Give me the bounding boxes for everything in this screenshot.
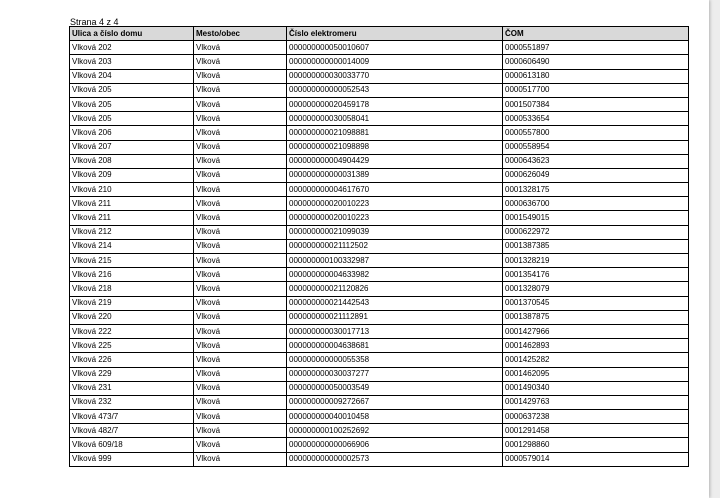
cell-com: 0000557800 [503,126,689,140]
cell-municipality: Vlková [194,154,287,168]
cell-municipality: Vlková [194,324,287,338]
table-row [70,112,689,126]
cell-com: 0000637238 [503,410,689,424]
cell-municipality: Vlková [194,112,287,126]
cell-meter-number: 000000000004904429 [287,154,503,168]
cell-street-number: Vlková 226 [70,353,194,367]
cell-meter-number: 000000000021120826 [287,282,503,296]
cell-meter-number: 000000000021098898 [287,140,503,154]
cell-municipality: Vlková [194,254,287,268]
table-row [70,55,689,69]
cell-meter-number: 000000000030017713 [287,324,503,338]
cell-com: 0000551897 [503,41,689,55]
cell-street-number: Vlková 206 [70,126,194,140]
table-row [70,41,689,55]
cell-street-number: Vlková 205 [70,83,194,97]
cell-com: 0000622972 [503,225,689,239]
cell-com: 0000533654 [503,112,689,126]
cell-meter-number: 000000000021099039 [287,225,503,239]
cell-meter-number: 000000000100252692 [287,424,503,438]
table-row [70,452,689,466]
cell-com: 0001328079 [503,282,689,296]
cell-street-number: Vlková 202 [70,41,194,55]
cell-com: 0001425282 [503,353,689,367]
cell-meter-number: 000000000000031389 [287,168,503,182]
cell-com: 0001298860 [503,438,689,452]
cell-street-number: Vlková 203 [70,55,194,69]
table-row [70,424,689,438]
table-row [70,225,689,239]
cell-meter-number: 000000000020459178 [287,97,503,111]
table-row [70,126,689,140]
table-row [70,324,689,338]
header-meter-number: Číslo elektromeru [287,27,503,41]
cell-municipality: Vlková [194,452,287,466]
header-com: ČOM [503,27,689,41]
cell-municipality: Vlková [194,126,287,140]
cell-meter-number: 000000000000066906 [287,438,503,452]
cell-municipality: Vlková [194,353,287,367]
cell-meter-number: 000000000021442543 [287,296,503,310]
cell-com: 0000613180 [503,69,689,83]
cell-meter-number: 000000000030033770 [287,69,503,83]
cell-meter-number: 000000000020010223 [287,211,503,225]
table-header-row [70,27,689,41]
cell-municipality: Vlková [194,282,287,296]
table-row [70,140,689,154]
cell-meter-number: 000000000009272667 [287,395,503,409]
page-number-label: Strana 4 z 4 [70,17,119,27]
cell-municipality: Vlková [194,424,287,438]
table-row [70,381,689,395]
table-row [70,395,689,409]
table-row [70,83,689,97]
cell-com: 0000636700 [503,197,689,211]
table-body [70,41,689,467]
cell-street-number: Vlková 220 [70,310,194,324]
cell-meter-number: 000000000030058041 [287,112,503,126]
cell-com: 0001354176 [503,268,689,282]
table-row [70,339,689,353]
cell-com: 0001328175 [503,183,689,197]
cell-meter-number: 000000000021098881 [287,126,503,140]
cell-street-number: Vlková 211 [70,197,194,211]
cell-street-number: Vlková 207 [70,140,194,154]
cell-meter-number: 000000000021112891 [287,310,503,324]
cell-meter-number: 000000000100332987 [287,254,503,268]
cell-street-number: Vlková 209 [70,168,194,182]
cell-municipality: Vlková [194,410,287,424]
cell-municipality: Vlková [194,83,287,97]
cell-com: 0001462893 [503,339,689,353]
table-row [70,353,689,367]
cell-municipality: Vlková [194,395,287,409]
cell-meter-number: 000000000004638681 [287,339,503,353]
cell-com: 0001507384 [503,97,689,111]
table-row [70,268,689,282]
table-row [70,97,689,111]
cell-municipality: Vlková [194,239,287,253]
table-row [70,168,689,182]
table-row [70,410,689,424]
cell-street-number: Vlková 229 [70,367,194,381]
cell-street-number: Vlková 218 [70,282,194,296]
cell-municipality: Vlková [194,438,287,452]
cell-street-number: Vlková 215 [70,254,194,268]
cell-com: 0001549015 [503,211,689,225]
cell-municipality: Vlková [194,41,287,55]
cell-com: 0001370545 [503,296,689,310]
cell-com: 0000517700 [503,83,689,97]
cell-com: 0001387875 [503,310,689,324]
cell-municipality: Vlková [194,140,287,154]
cell-com: 0001462095 [503,367,689,381]
cell-street-number: Vlková 211 [70,211,194,225]
table-row [70,69,689,83]
cell-street-number: Vlková 205 [70,112,194,126]
cell-street-number: Vlková 999 [70,452,194,466]
cell-com: 0001490340 [503,381,689,395]
cell-municipality: Vlková [194,268,287,282]
cell-street-number: Vlková 222 [70,324,194,338]
cell-meter-number: 000000000040010458 [287,410,503,424]
cell-meter-number: 000000000050003549 [287,381,503,395]
cell-municipality: Vlková [194,97,287,111]
cell-meter-number: 000000000000052543 [287,83,503,97]
cell-street-number: Vlková 609/18 [70,438,194,452]
table-row [70,310,689,324]
cell-street-number: Vlková 225 [70,339,194,353]
header-municipality: Mesto/obec [194,27,287,41]
table-row [70,239,689,253]
cell-com: 0001328219 [503,254,689,268]
cell-street-number: Vlková 231 [70,381,194,395]
table-row [70,197,689,211]
cell-municipality: Vlková [194,367,287,381]
cell-municipality: Vlková [194,183,287,197]
cell-street-number: Vlková 210 [70,183,194,197]
cell-municipality: Vlková [194,69,287,83]
cell-street-number: Vlková 232 [70,395,194,409]
cell-com: 0001387385 [503,239,689,253]
cell-municipality: Vlková [194,168,287,182]
cell-com: 0000579014 [503,452,689,466]
cell-meter-number: 000000000000014009 [287,55,503,69]
header-street-number: Ulica a číslo domu [70,27,194,41]
cell-municipality: Vlková [194,310,287,324]
cell-street-number: Vlková 473/7 [70,410,194,424]
cell-municipality: Vlková [194,381,287,395]
table-row [70,183,689,197]
cell-street-number: Vlková 212 [70,225,194,239]
table-row [70,282,689,296]
table-row [70,211,689,225]
cell-meter-number: 000000000030037277 [287,367,503,381]
table-row [70,254,689,268]
cell-com: 0001429763 [503,395,689,409]
cell-municipality: Vlková [194,211,287,225]
cell-meter-number: 000000000000002573 [287,452,503,466]
table-row [70,296,689,310]
cell-meter-number: 000000000021112502 [287,239,503,253]
cell-street-number: Vlková 214 [70,239,194,253]
cell-street-number: Vlková 482/7 [70,424,194,438]
cell-meter-number: 000000000000055358 [287,353,503,367]
cell-com: 0000606490 [503,55,689,69]
table-row [70,438,689,452]
cell-street-number: Vlková 208 [70,154,194,168]
cell-municipality: Vlková [194,339,287,353]
cell-meter-number: 000000000004617670 [287,183,503,197]
cell-com: 0000558954 [503,140,689,154]
cell-com: 0001291458 [503,424,689,438]
cell-street-number: Vlková 219 [70,296,194,310]
table-row [70,367,689,381]
cell-street-number: Vlková 205 [70,97,194,111]
cell-street-number: Vlková 216 [70,268,194,282]
cell-municipality: Vlková [194,296,287,310]
cell-meter-number: 000000000004633982 [287,268,503,282]
cell-municipality: Vlková [194,197,287,211]
cell-meter-number: 000000000050010607 [287,41,503,55]
cell-com: 0000626049 [503,168,689,182]
cell-street-number: Vlková 204 [70,69,194,83]
cell-municipality: Vlková [194,225,287,239]
cell-meter-number: 000000000020010223 [287,197,503,211]
cell-municipality: Vlková [194,55,287,69]
cell-com: 0000643623 [503,154,689,168]
cell-com: 0001427966 [503,324,689,338]
meter-table [69,26,689,467]
table-row [70,154,689,168]
